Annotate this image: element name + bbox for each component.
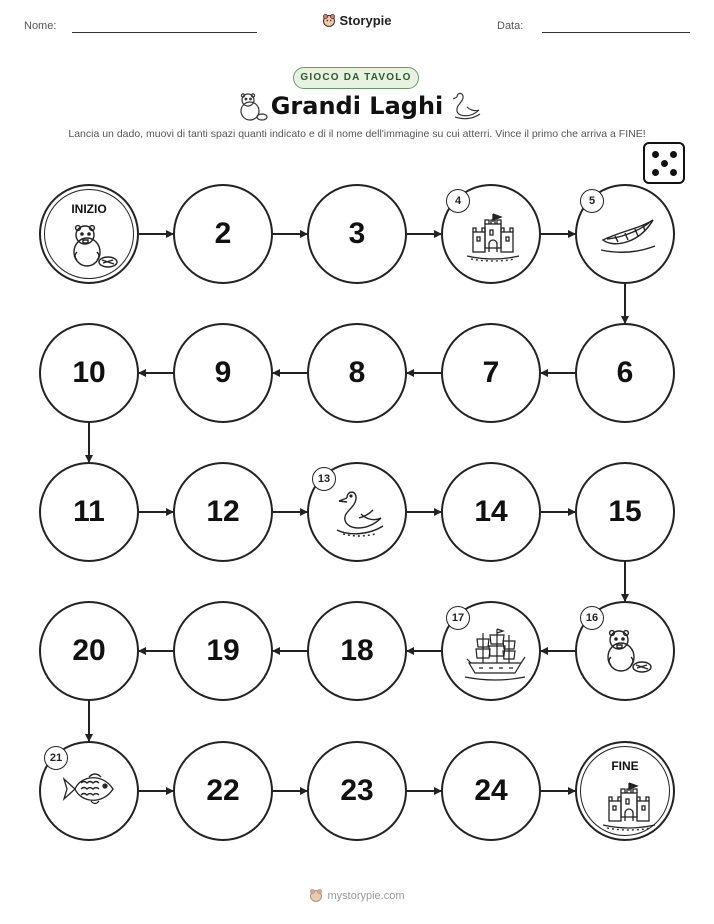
space-number-badge: 21: [44, 746, 68, 770]
board-space-11[interactable]: [39, 462, 139, 562]
footer-url: mystorypie.com: [327, 890, 405, 902]
space-number: 23: [340, 774, 374, 807]
board-space-20[interactable]: [39, 601, 139, 701]
board-space-2[interactable]: [173, 184, 273, 284]
space-number: 8: [348, 356, 366, 389]
space-number-badge: 5: [580, 189, 604, 213]
date-label: Data:: [497, 20, 524, 32]
space-number: 3: [348, 217, 366, 250]
board-space-21[interactable]: [39, 741, 139, 841]
category-pill: GIOCO DA TAVOLO: [293, 67, 419, 89]
board-space-10[interactable]: [39, 323, 139, 423]
footer: [0, 888, 714, 905]
space-number: 20: [72, 634, 106, 667]
space-number-badge: 13: [312, 467, 336, 491]
finish-space[interactable]: [575, 741, 675, 841]
space-number: 18: [340, 634, 374, 667]
castle-icon: [599, 779, 659, 838]
board-space-17[interactable]: [441, 601, 541, 701]
beaver-icon: [597, 627, 653, 680]
board-space-8[interactable]: [307, 323, 407, 423]
board-space-23[interactable]: [307, 741, 407, 841]
space-number: 10: [72, 356, 106, 389]
space-number-badge: 4: [446, 189, 470, 213]
space-number: 2: [214, 217, 232, 250]
space-number: 11: [73, 495, 105, 528]
storypie-logo-icon: [309, 888, 323, 905]
space-number: 22: [206, 774, 240, 807]
board-space-18[interactable]: [307, 601, 407, 701]
start-space[interactable]: [39, 184, 139, 284]
space-label: INIZIO: [71, 202, 107, 216]
board-space-14[interactable]: [441, 462, 541, 562]
space-label: FINE: [611, 759, 639, 773]
board-space-13[interactable]: [307, 462, 407, 562]
board-space-3[interactable]: [307, 184, 407, 284]
board-space-22[interactable]: [173, 741, 273, 841]
space-number: 9: [214, 356, 232, 389]
board-space-19[interactable]: [173, 601, 273, 701]
space-number: 7: [482, 356, 500, 389]
space-number: 24: [474, 774, 508, 807]
beaver-icon: [63, 222, 119, 275]
fish-icon: [61, 767, 121, 816]
swan-icon: [329, 488, 387, 543]
space-number-badge: 16: [580, 606, 604, 630]
board-space-12[interactable]: [173, 462, 273, 562]
castle-icon: [463, 210, 523, 269]
instructions: Lancia un dado, muovi di tanti spazi quanti indicato e di il nome dell'immagine su cui atterri. Vince il primo che arriva a FINE!: [68, 128, 646, 140]
brand-name: Storypie: [339, 13, 392, 28]
board-space-16[interactable]: [575, 601, 675, 701]
board-space-15[interactable]: [575, 462, 675, 562]
ship-icon: [463, 627, 527, 686]
space-number: 19: [206, 634, 240, 667]
space-number: 6: [616, 356, 634, 389]
space-number-badge: 17: [446, 606, 470, 630]
space-number: 12: [206, 495, 240, 528]
board-space-6[interactable]: [575, 323, 675, 423]
board-space-7[interactable]: [441, 323, 541, 423]
page-title: Grandi Laghi: [270, 92, 444, 120]
name-label: Nome:: [24, 20, 57, 32]
space-number: 14: [474, 495, 508, 528]
board-space-9[interactable]: [173, 323, 273, 423]
space-number: 15: [608, 495, 642, 528]
board-space-5[interactable]: [575, 184, 675, 284]
board-space-24[interactable]: [441, 741, 541, 841]
board-space-4[interactable]: [441, 184, 541, 284]
canoe-icon: [597, 210, 657, 259]
